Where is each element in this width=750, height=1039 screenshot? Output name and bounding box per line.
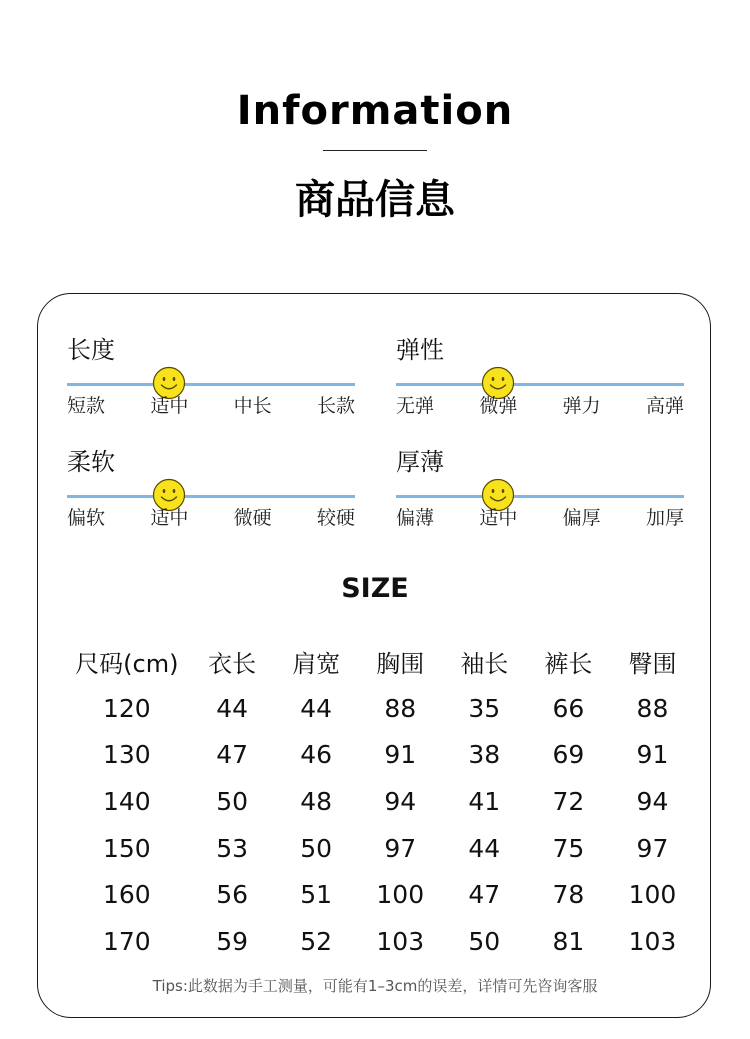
table-cell: 44 — [300, 693, 333, 723]
table-cell: 46 — [300, 740, 333, 770]
table-cell: 120 — [102, 693, 151, 723]
table-row — [64, 825, 694, 872]
table-cell: 47 — [216, 740, 249, 770]
level-label: 加厚 — [645, 507, 684, 529]
table-cell: 50 — [468, 926, 501, 956]
table-cell: 47 — [468, 880, 501, 910]
table-cell: 91 — [636, 740, 669, 770]
attribute-elasticity — [396, 330, 684, 420]
table-cell: 59 — [216, 926, 249, 956]
header-cell: 胸围 — [376, 649, 425, 678]
table-cell: 150 — [102, 833, 151, 863]
table-row — [64, 871, 694, 918]
header-cell: 衣长 — [208, 649, 257, 678]
header-cell: 袖长 — [460, 649, 509, 678]
attribute-length — [67, 330, 355, 420]
level-label: 高弹 — [645, 395, 684, 417]
level-label: 中长 — [233, 395, 272, 417]
attribute-scale-bar — [396, 495, 684, 498]
title-cn: 商品信息 — [295, 177, 455, 223]
attribute-levels — [396, 503, 684, 530]
table-row — [64, 732, 694, 779]
table-cell: 66 — [552, 693, 585, 723]
table-cell: 97 — [384, 833, 417, 863]
table-cell: 50 — [300, 833, 333, 863]
level-label: 微硬 — [233, 507, 272, 529]
table-cell: 94 — [384, 786, 417, 816]
measurement-tips: Tips:此数据为手工测量，可能有1–3cm的误差，详情可先咨询客服 — [152, 977, 598, 995]
table-cell: 100 — [376, 880, 425, 910]
attribute-thickness — [396, 442, 684, 532]
attribute-name: 长度 — [67, 336, 115, 364]
table-cell: 170 — [102, 926, 151, 956]
attribute-scale-bar — [67, 495, 355, 498]
header-cell: 裤长 — [544, 649, 593, 678]
attribute-levels — [67, 503, 355, 530]
level-label: 无弹 — [396, 395, 435, 417]
level-label: 微弹 — [479, 395, 518, 417]
header-cell: 肩宽 — [292, 649, 341, 678]
table-cell: 35 — [468, 693, 501, 723]
table-cell: 41 — [468, 786, 501, 816]
header-cell: 尺码(cm) — [75, 649, 179, 678]
table-cell: 94 — [636, 786, 669, 816]
attribute-levels — [396, 391, 684, 418]
table-cell: 78 — [552, 880, 585, 910]
table-cell: 160 — [102, 880, 151, 910]
table-cell: 50 — [216, 786, 249, 816]
level-label: 长款 — [316, 395, 355, 417]
attribute-softness — [67, 442, 355, 532]
level-label: 弹力 — [562, 395, 601, 417]
size-table-header — [64, 637, 694, 685]
table-cell: 130 — [102, 740, 151, 770]
attribute-name: 厚薄 — [396, 448, 444, 476]
header-cell: 臀围 — [628, 649, 677, 678]
title-en: Information — [236, 88, 514, 134]
size-table — [64, 637, 694, 965]
level-label: 偏厚 — [562, 507, 601, 529]
table-cell: 38 — [468, 740, 501, 770]
level-label: 偏软 — [67, 507, 106, 529]
attribute-scale-bar — [67, 383, 355, 386]
title-divider — [323, 150, 427, 151]
attribute-name: 柔软 — [67, 448, 115, 476]
table-cell: 48 — [300, 786, 333, 816]
table-cell: 97 — [636, 833, 669, 863]
table-row — [64, 685, 694, 732]
table-row — [64, 918, 694, 965]
level-label: 短款 — [67, 395, 106, 417]
table-cell: 69 — [552, 740, 585, 770]
table-row — [64, 778, 694, 825]
table-cell: 56 — [216, 880, 249, 910]
level-label: 适中 — [479, 507, 518, 529]
attribute-name: 弹性 — [396, 336, 444, 364]
table-cell: 88 — [636, 693, 669, 723]
table-cell: 44 — [216, 693, 249, 723]
table-cell: 53 — [216, 833, 249, 863]
table-cell: 100 — [628, 880, 677, 910]
table-cell: 140 — [102, 786, 151, 816]
table-cell: 75 — [552, 833, 585, 863]
table-cell: 44 — [468, 833, 501, 863]
table-cell: 103 — [376, 926, 425, 956]
table-cell: 81 — [552, 926, 585, 956]
table-cell: 88 — [384, 693, 417, 723]
table-cell: 72 — [552, 786, 585, 816]
table-cell: 52 — [300, 926, 333, 956]
table-cell: 103 — [628, 926, 677, 956]
table-cell: 51 — [300, 880, 333, 910]
attribute-scale-bar — [396, 383, 684, 386]
attribute-levels — [67, 391, 355, 418]
level-label: 较硬 — [316, 507, 355, 529]
size-title: SIZE — [341, 573, 409, 604]
level-label: 适中 — [150, 507, 189, 529]
level-label: 偏薄 — [396, 507, 435, 529]
table-cell: 91 — [384, 740, 417, 770]
level-label: 适中 — [150, 395, 189, 417]
